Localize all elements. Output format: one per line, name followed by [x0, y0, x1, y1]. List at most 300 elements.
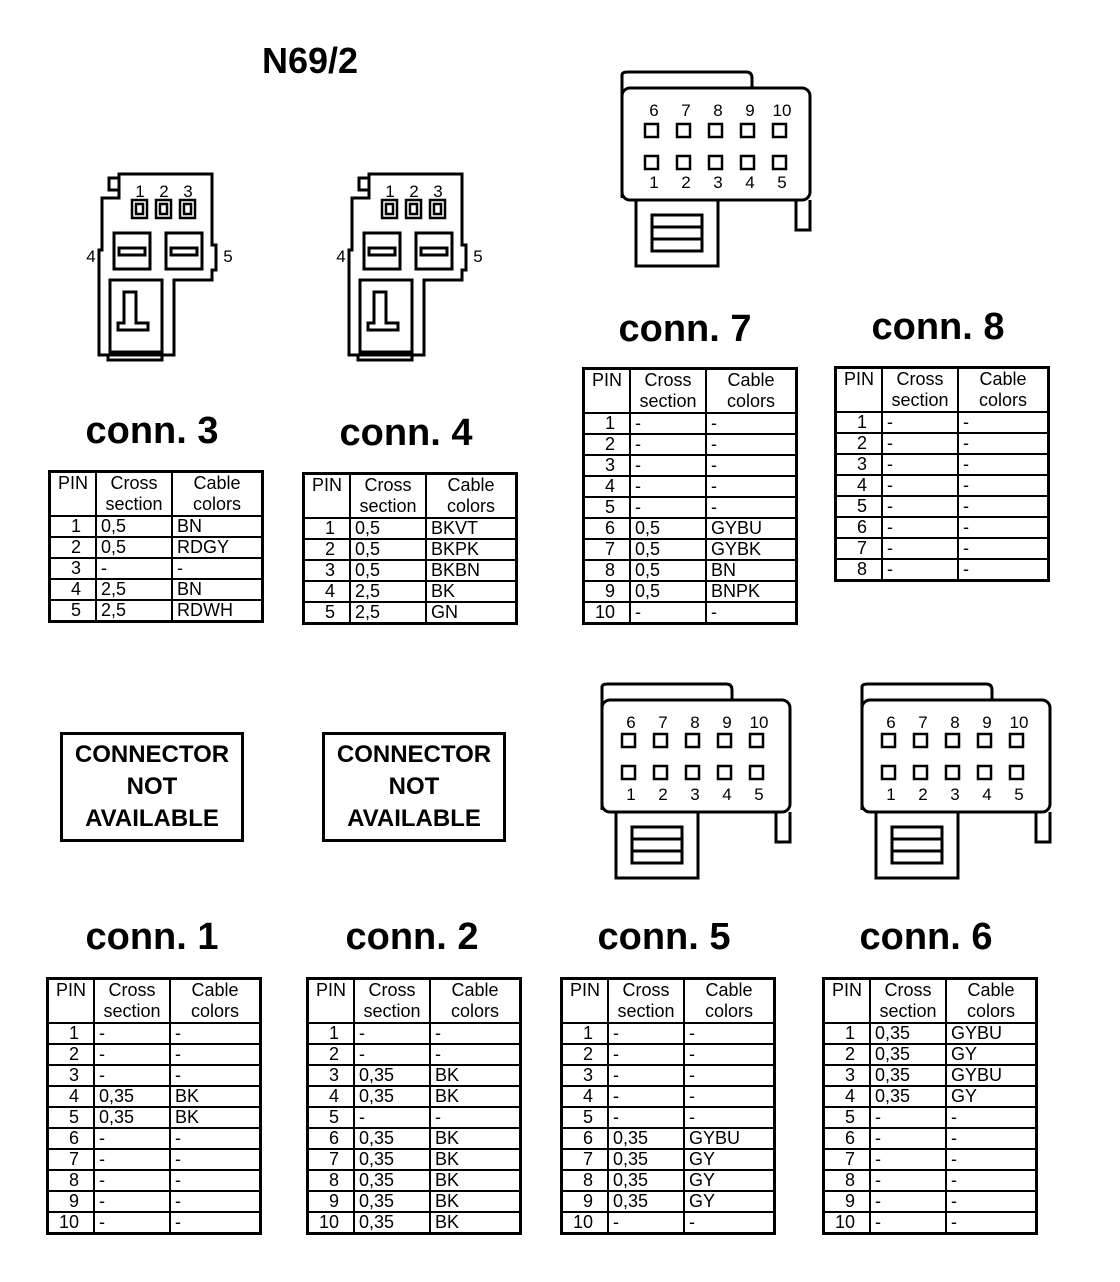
pin-cell: 7	[836, 538, 883, 559]
cross-section-cell: 0,35	[870, 1065, 946, 1086]
pin-cell: 2	[304, 539, 351, 560]
pin-cell: 8	[48, 1170, 95, 1191]
cross-section-cell: 2,5	[96, 600, 172, 622]
pin-cell: 6	[562, 1128, 609, 1149]
cable-color-cell: -	[946, 1107, 1037, 1128]
pin-header: PIN	[836, 368, 883, 413]
table-row	[304, 518, 517, 539]
table-row	[562, 1212, 775, 1234]
cable-color-cell: GYBK	[706, 539, 797, 560]
table-row	[304, 602, 517, 624]
table-row	[308, 1107, 521, 1128]
cable-color-cell: BKVT	[426, 518, 517, 539]
na-line: AVAILABLE	[347, 805, 481, 832]
table-row	[836, 454, 1049, 475]
table-row	[836, 433, 1049, 454]
pin-header: PIN	[824, 979, 871, 1024]
cross-section-cell: -	[630, 476, 706, 497]
pin-cell: 4	[836, 475, 883, 496]
cable-color-cell: GY	[946, 1044, 1037, 1065]
table-row	[584, 602, 797, 624]
cross-section-cell: 0,35	[354, 1212, 430, 1234]
pin-header: PIN	[308, 979, 355, 1024]
pin-cell: 5	[562, 1107, 609, 1128]
table-row	[584, 539, 797, 560]
table-row	[562, 1170, 775, 1191]
cable-color-cell: BK	[430, 1065, 521, 1086]
cable-color-cell: BK	[430, 1191, 521, 1212]
pin-cell: 3	[562, 1065, 609, 1086]
pin-cell: 8	[562, 1170, 609, 1191]
pin-number-label: 1	[649, 173, 659, 192]
pin-cell: 8	[584, 560, 631, 581]
pin-cell: 6	[836, 517, 883, 538]
cable-color-cell: GN	[426, 602, 517, 624]
pin-cell: 5	[584, 497, 631, 518]
cable-color-cell: -	[946, 1212, 1037, 1234]
cross-section-cell: -	[608, 1065, 684, 1086]
cable-color-cell: GY	[946, 1086, 1037, 1107]
pin-number-label: 9	[745, 101, 755, 120]
cable-color-cell: -	[706, 497, 797, 518]
page-title: N69/2	[262, 40, 359, 81]
cable-color-cell: -	[684, 1023, 775, 1044]
cross-section-cell: 0,5	[96, 516, 172, 537]
table-row	[48, 1065, 261, 1086]
cross-section-cell: 0,5	[350, 539, 426, 560]
pin-cell: 4	[584, 476, 631, 497]
cross-section-cell: -	[608, 1044, 684, 1065]
cable-color-cell: -	[958, 517, 1049, 538]
cable-color-cell: -	[170, 1044, 261, 1065]
cross-section-cell: 0,5	[630, 560, 706, 581]
conn7-table	[582, 367, 798, 625]
cross-section-cell: 0,35	[354, 1170, 430, 1191]
cable-color-cell: -	[958, 559, 1049, 581]
pin-number-label: 1	[626, 785, 636, 804]
pin-header: PIN	[584, 369, 631, 414]
table-row	[562, 1023, 775, 1044]
table-row	[562, 1065, 775, 1086]
pin-cell: 2	[836, 433, 883, 454]
conn5-table	[560, 977, 776, 1235]
table-row	[824, 1044, 1037, 1065]
pin-header: PIN	[50, 472, 97, 517]
table-row	[50, 600, 263, 622]
cable-color-cell: GYBU	[946, 1065, 1037, 1086]
pin-cell: 1	[562, 1023, 609, 1044]
cross-section-cell: 0,35	[354, 1086, 430, 1107]
cross-section-cell: -	[630, 497, 706, 518]
table-row	[824, 1191, 1037, 1212]
pin-cell: 10	[584, 602, 631, 624]
pin-cell: 3	[304, 560, 351, 581]
table-row	[308, 1170, 521, 1191]
cable-color-cell: -	[170, 1170, 261, 1191]
table-row	[836, 475, 1049, 496]
conn3-connector-drawing	[84, 170, 244, 365]
cable-color-cell: GYBU	[684, 1128, 775, 1149]
cross-section-cell: -	[870, 1128, 946, 1149]
cable-color-cell: BK	[430, 1128, 521, 1149]
cable-color-cell: BK	[426, 581, 517, 602]
cross-section-cell: 0,35	[354, 1191, 430, 1212]
cable-color-cell: -	[684, 1086, 775, 1107]
table-row	[836, 559, 1049, 581]
cross-section-cell: -	[96, 558, 172, 579]
cross-section-cell: -	[94, 1212, 170, 1234]
pin-number-label: 10	[1009, 713, 1029, 732]
cable-color-cell: -	[170, 1023, 261, 1044]
pin-number-label: 2	[658, 785, 668, 804]
table-row	[562, 1149, 775, 1170]
table-row	[562, 1191, 775, 1212]
cable-color-cell: BN	[706, 560, 797, 581]
pin-number-label: 4	[722, 785, 732, 804]
conn1-table	[46, 977, 262, 1235]
pin-cell: 7	[48, 1149, 95, 1170]
na-line: CONNECTOR	[74, 741, 230, 768]
pin-number-label: 3	[713, 173, 723, 192]
pin-number-label: 5	[223, 247, 233, 266]
table-row	[584, 455, 797, 476]
cross-section-cell: 0,35	[94, 1086, 170, 1107]
cable-color-cell: -	[946, 1170, 1037, 1191]
pin-number-label: 10	[772, 101, 792, 120]
cable-color-cell: GY	[684, 1170, 775, 1191]
pin-header: PIN	[304, 474, 351, 519]
pin-cell: 8	[824, 1170, 871, 1191]
cross-section-cell: 2,5	[96, 579, 172, 600]
cross-section-header: Cross section	[882, 368, 958, 413]
pin-cell: 6	[824, 1128, 871, 1149]
conn6-table	[822, 977, 1038, 1235]
cable-colors-header: Cable colors	[958, 368, 1049, 413]
pin-cell: 10	[824, 1212, 871, 1234]
pin-cell: 6	[308, 1128, 355, 1149]
conn4-caption: conn. 4	[339, 412, 473, 454]
pin-number-label: 9	[982, 713, 992, 732]
cross-section-cell: 0,35	[94, 1107, 170, 1128]
cable-color-cell: -	[706, 413, 797, 434]
cross-section-cell: -	[882, 412, 958, 433]
cable-color-cell: -	[958, 538, 1049, 559]
cross-section-cell: -	[94, 1044, 170, 1065]
cable-color-cell: -	[706, 455, 797, 476]
table-row	[584, 434, 797, 455]
cable-color-cell: BKPK	[426, 539, 517, 560]
cross-section-cell: -	[630, 434, 706, 455]
table-row	[584, 413, 797, 434]
pin-cell: 2	[562, 1044, 609, 1065]
pin-number-label: 8	[690, 713, 700, 732]
pin-cell: 9	[584, 581, 631, 602]
table-row	[824, 1023, 1037, 1044]
cable-color-cell: -	[958, 412, 1049, 433]
table-row	[824, 1107, 1037, 1128]
cable-color-cell: BK	[430, 1170, 521, 1191]
pin-number-label: 2	[159, 182, 169, 201]
pin-number-label: 6	[626, 713, 636, 732]
cross-section-cell: -	[882, 517, 958, 538]
pin-cell: 4	[308, 1086, 355, 1107]
pin-number-label: 10	[749, 713, 769, 732]
cross-section-cell: 0,35	[354, 1065, 430, 1086]
cross-section-cell: -	[608, 1107, 684, 1128]
cross-section-header: Cross section	[94, 979, 170, 1024]
table-row	[562, 1044, 775, 1065]
conn7-connector-drawing	[618, 70, 818, 270]
cross-section-cell: -	[94, 1191, 170, 1212]
cross-section-cell: 0,35	[354, 1149, 430, 1170]
pin-cell: 1	[304, 518, 351, 539]
cable-colors-header: Cable colors	[172, 472, 263, 517]
cable-color-cell: -	[706, 476, 797, 497]
cable-color-cell: BN	[172, 579, 263, 600]
cross-section-cell: -	[882, 454, 958, 475]
table-row	[48, 1044, 261, 1065]
pin-number-label: 7	[918, 713, 928, 732]
conn6-caption: conn. 6	[859, 916, 993, 958]
conn1-caption: conn. 1	[85, 916, 219, 958]
pin-number-label: 1	[886, 785, 896, 804]
cross-section-header: Cross section	[350, 474, 426, 519]
pin-number-label: 4	[982, 785, 992, 804]
na-line: AVAILABLE	[85, 805, 219, 832]
cable-color-cell: -	[684, 1044, 775, 1065]
pin-cell: 4	[304, 581, 351, 602]
cable-color-cell: -	[958, 496, 1049, 517]
pin-cell: 1	[836, 412, 883, 433]
pin-number-label: 3	[183, 182, 193, 201]
table-row	[304, 581, 517, 602]
cross-section-cell: 0,35	[608, 1191, 684, 1212]
table-row	[584, 476, 797, 497]
cross-section-cell: 0,5	[96, 537, 172, 558]
table-row	[562, 1107, 775, 1128]
conn3-caption: conn. 3	[85, 410, 219, 452]
table-row	[836, 517, 1049, 538]
pin-number-label: 5	[777, 173, 787, 192]
pin-cell: 8	[836, 559, 883, 581]
cross-section-cell: -	[354, 1023, 430, 1044]
pin-cell: 4	[824, 1086, 871, 1107]
cross-section-header: Cross section	[608, 979, 684, 1024]
table-row	[824, 1212, 1037, 1234]
table-header-row	[836, 368, 1049, 413]
table-row	[50, 516, 263, 537]
pin-number-label: 3	[433, 182, 443, 201]
pin-cell: 6	[584, 518, 631, 539]
cross-section-cell: -	[882, 475, 958, 496]
pin-number-label: 7	[681, 101, 691, 120]
pin-cell: 7	[562, 1149, 609, 1170]
pin-number-label: 4	[86, 247, 96, 266]
pin-cell: 7	[824, 1149, 871, 1170]
cable-color-cell: BK	[430, 1212, 521, 1234]
cable-color-cell: BK	[170, 1086, 261, 1107]
pin-cell: 10	[308, 1212, 355, 1234]
cross-section-cell: 0,35	[354, 1128, 430, 1149]
cross-section-header: Cross section	[354, 979, 430, 1024]
pin-number-label: 8	[713, 101, 723, 120]
cross-section-cell: -	[630, 413, 706, 434]
table-row	[836, 496, 1049, 517]
table-row	[308, 1149, 521, 1170]
cross-section-cell: -	[94, 1170, 170, 1191]
cross-section-header: Cross section	[96, 472, 172, 517]
pin-cell: 1	[50, 516, 97, 537]
na-line: NOT	[126, 773, 178, 800]
table-row	[824, 1149, 1037, 1170]
cross-section-cell: 0,5	[350, 560, 426, 581]
table-row	[824, 1086, 1037, 1107]
pin-cell: 5	[50, 600, 97, 622]
cable-color-cell: GY	[684, 1149, 775, 1170]
cable-color-cell: BKBN	[426, 560, 517, 581]
pin-cell: 4	[50, 579, 97, 600]
cable-color-cell: -	[170, 1128, 261, 1149]
pin-cell: 5	[824, 1107, 871, 1128]
cross-section-cell: -	[608, 1086, 684, 1107]
conn2-table	[306, 977, 522, 1235]
cable-color-cell: -	[170, 1212, 261, 1234]
pin-number-label: 4	[745, 173, 755, 192]
cable-color-cell: GYBU	[706, 518, 797, 539]
pin-number-label: 3	[690, 785, 700, 804]
cross-section-cell: -	[608, 1212, 684, 1234]
table-header-row	[304, 474, 517, 519]
table-row	[308, 1023, 521, 1044]
pin-cell: 3	[308, 1065, 355, 1086]
pin-cell: 5	[304, 602, 351, 624]
cross-section-cell: -	[94, 1023, 170, 1044]
cross-section-cell: -	[608, 1023, 684, 1044]
cable-color-cell: GYBU	[946, 1023, 1037, 1044]
cable-color-cell: -	[430, 1044, 521, 1065]
pin-number-label: 2	[681, 173, 691, 192]
pin-number-label: 8	[950, 713, 960, 732]
pin-header: PIN	[48, 979, 95, 1024]
table-row	[50, 537, 263, 558]
pin-cell: 2	[50, 537, 97, 558]
cable-color-cell: -	[946, 1191, 1037, 1212]
pin-number-label: 7	[658, 713, 668, 732]
cross-section-cell: -	[354, 1107, 430, 1128]
cross-section-cell: -	[870, 1170, 946, 1191]
conn2-not-available	[322, 732, 506, 842]
pin-number-label: 6	[649, 101, 659, 120]
pin-number-label: 6	[886, 713, 896, 732]
table-header-row	[584, 369, 797, 414]
cross-section-cell: 0,5	[350, 518, 426, 539]
table-row	[308, 1128, 521, 1149]
cross-section-cell: 0,5	[630, 539, 706, 560]
conn5-connector-drawing	[598, 682, 798, 882]
pin-cell: 9	[562, 1191, 609, 1212]
pin-cell: 2	[584, 434, 631, 455]
table-row	[824, 1065, 1037, 1086]
pin-cell: 10	[48, 1212, 95, 1234]
table-row	[48, 1212, 261, 1234]
table-row	[584, 581, 797, 602]
table-row	[50, 558, 263, 579]
table-row	[308, 1044, 521, 1065]
cable-color-cell: -	[684, 1107, 775, 1128]
pin-cell: 4	[562, 1086, 609, 1107]
cross-section-cell: -	[870, 1212, 946, 1234]
cable-color-cell: -	[430, 1023, 521, 1044]
table-row	[562, 1128, 775, 1149]
table-row	[584, 518, 797, 539]
table-row	[824, 1128, 1037, 1149]
pin-number-label: 5	[1014, 785, 1024, 804]
pin-cell: 5	[836, 496, 883, 517]
pin-number-label: 1	[385, 182, 395, 201]
cable-colors-header: Cable colors	[426, 474, 517, 519]
na-line: NOT	[388, 773, 440, 800]
cable-color-cell: BNPK	[706, 581, 797, 602]
cross-section-cell: -	[630, 602, 706, 624]
cable-color-cell: -	[706, 434, 797, 455]
pin-number-label: 4	[336, 247, 346, 266]
table-row	[308, 1065, 521, 1086]
pin-number-label: 5	[473, 247, 483, 266]
cable-color-cell: -	[706, 602, 797, 624]
pin-cell: 8	[308, 1170, 355, 1191]
table-row	[308, 1086, 521, 1107]
table-row	[48, 1128, 261, 1149]
table-row	[48, 1023, 261, 1044]
cross-section-cell: -	[882, 559, 958, 581]
pin-cell: 7	[584, 539, 631, 560]
conn4-table	[302, 472, 518, 625]
cable-color-cell: -	[684, 1065, 775, 1086]
cable-color-cell: -	[172, 558, 263, 579]
cable-color-cell: RDWH	[172, 600, 263, 622]
cross-section-header: Cross section	[630, 369, 706, 414]
cable-color-cell: -	[958, 454, 1049, 475]
cross-section-cell: -	[882, 496, 958, 517]
cable-color-cell: -	[170, 1065, 261, 1086]
pin-number-label: 2	[918, 785, 928, 804]
cable-color-cell: BK	[430, 1149, 521, 1170]
pin-number-label: 3	[950, 785, 960, 804]
conn1-not-available	[60, 732, 244, 842]
pin-cell: 3	[584, 455, 631, 476]
cross-section-cell: -	[354, 1044, 430, 1065]
table-row	[48, 1170, 261, 1191]
cable-color-cell: -	[170, 1191, 261, 1212]
cable-colors-header: Cable colors	[706, 369, 797, 414]
cable-color-cell: -	[958, 433, 1049, 454]
table-row	[48, 1191, 261, 1212]
conn6-connector-drawing	[858, 682, 1058, 882]
pin-cell: 10	[562, 1212, 609, 1234]
table-row	[824, 1170, 1037, 1191]
pin-cell: 9	[308, 1191, 355, 1212]
cable-color-cell: -	[946, 1149, 1037, 1170]
pin-header: PIN	[562, 979, 609, 1024]
table-header-row	[50, 472, 263, 517]
table-row	[836, 538, 1049, 559]
pin-cell: 7	[308, 1149, 355, 1170]
cross-section-cell: 0,35	[608, 1149, 684, 1170]
table-row	[308, 1212, 521, 1234]
pin-cell: 2	[48, 1044, 95, 1065]
table-row	[304, 560, 517, 581]
cable-color-cell: GY	[684, 1191, 775, 1212]
